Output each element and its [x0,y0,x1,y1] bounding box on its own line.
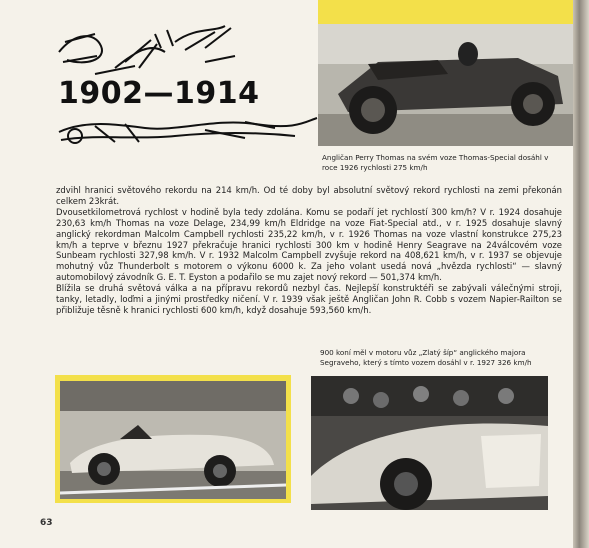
article-body [56,185,562,316]
photo-thomas-special [318,24,573,146]
page-title: 1902—1914 [58,76,260,111]
body-paragraph: Blížila se druhá světová válka a na přípravu rekordů nezbyl čas. Nejlepší konstruktéři se zabývali válečnými stroji, tanky, letadly, loďmi a jinými prostředky ničení. V r. 1939 však ještě Angličan John R. Cobb s vozem Napier-Railton se přibližuje těsně k hranici rychlosti 600 km/h, když dosahuje 593,560 km/h. [56,283,562,315]
airplanes-illustration [55,22,245,78]
caption-thomas-special: Angličan Perry Thomas na svém voze Thomas-Special dosáhl v roce 1926 rychlosti 275 km/h [322,153,549,172]
photo-golden-arrow [60,381,286,499]
car-scribble-illustration [55,110,320,150]
caption-golden-arrow: 900 koní měl v motoru vůz „Zlatý šíp“ anglického majora Segraveho, který s tímto vozem dosáhl v r. 1927 326 km/h [320,348,532,367]
page-number: 63 [40,518,53,528]
book-spine-shadow [573,0,589,548]
body-paragraph: zdvihl hranici světového rekordu na 214 km/h. Od té doby byl absolutní světový rekord rychlosti na zemi překonán celkem 23krát. [56,185,562,206]
body-paragraph: Dvousetkilometrová rychlost v hodině byla tedy zdolána. Komu se podaří jet rychlostí 300 km/h? V r. 1924 dosahuje 230,63 km/h Thomas na voze Delage, 234,99 km/h Eldridge na voze Fiat-Special atd., v r. 1925 dosahuje slavný anglický rekordman Malcolm Campbell rychlosti 235,22 km/h, v r. 1926 Thomas na voze vlastní konstrukce 275,23 km/h a teprve v březnu 1927 překračuje hranici rychlosti 300 km v hodině Henry Seagrave na 24válcovém voze Sunbeam rychlosti 327,98 km/h. V r. 1932 Malcolm Campbell zvyšuje rekord na 408,621 km/h, v r. 1937 se objevuje mohutný vůz Thunderbolt s motorem o výkonu 6000 k. Za jeho volant usedá nová „hvězda rychlosti“ — slavný automobilový závodník G. E. T. Eyston a podařilo se mu zajet nový rekord — 501,374 km/h. [56,206,562,283]
photo-sunbeam [311,376,548,510]
